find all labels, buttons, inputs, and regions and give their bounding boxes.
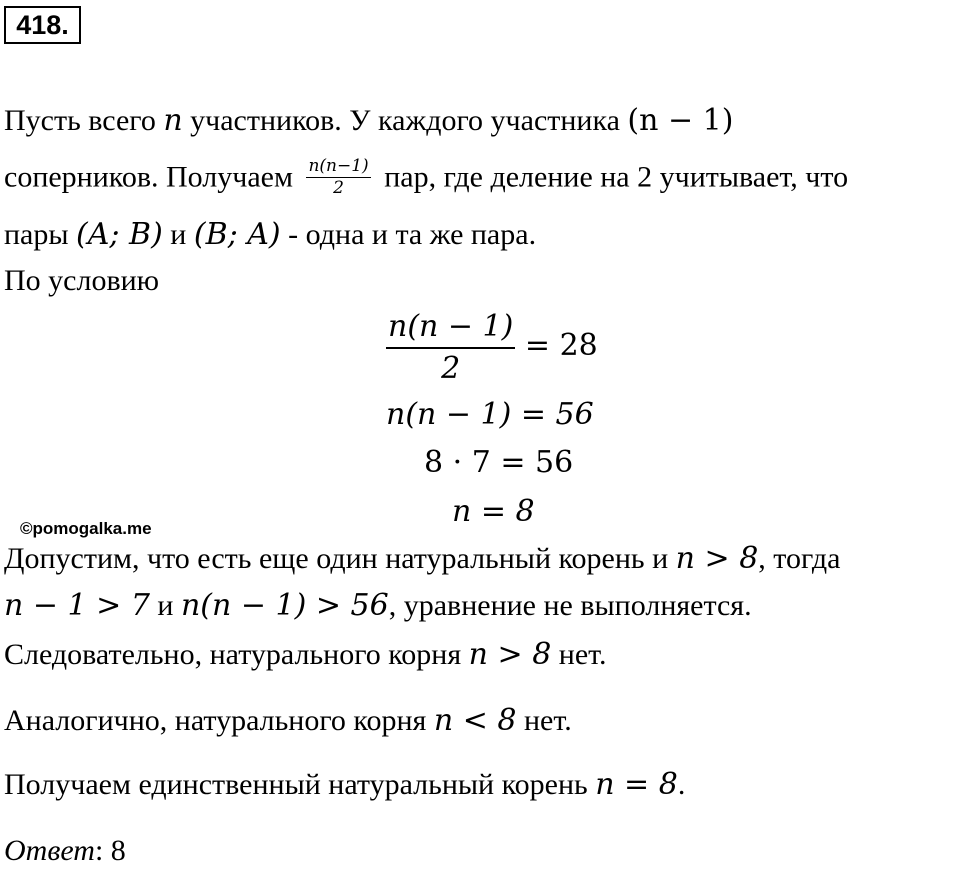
text-span: Аналогично, натурального корня [4,704,434,737]
math-n-eq-8: n = 8 [595,767,678,802]
text-span: Пусть всего [4,104,164,137]
by-condition: По условию [4,264,160,297]
text-span: и [162,218,194,251]
math-inequality-1: n − 1 > 7 [4,588,150,623]
math-n-minus-1: (n − 1) [627,103,734,138]
assume-line-2 [4,588,752,624]
text-span: . [677,768,686,801]
fraction-display [386,309,515,387]
fraction-inline [306,157,370,198]
math-pair-ba: (B; A) [193,217,281,252]
text-span: Следовательно, натурального корня [4,638,469,671]
intro-line-2 [4,156,849,200]
text-span: пар, где деление на 2 учитывает, что [376,160,849,194]
math-n-gt-8: n > 8 [468,637,552,672]
text-span: - одна и та же пара. [280,218,537,251]
math-pair-ab: (A; B) [76,217,163,252]
analogous-line [4,703,572,739]
intro-line-3 [4,217,536,253]
math-inequality-2: n(n − 1) > 56 [180,588,389,623]
conclusion-line [4,637,607,673]
equation-2: n(n − 1) = 56 [386,397,594,432]
text-span: нет. [516,704,572,737]
text-span: и [149,589,181,622]
equation-4: n = 8 [452,494,535,529]
answer-colon: : [94,834,111,867]
fraction-denominator: 2 [333,178,344,198]
text-span: Получаем единственный натуральный корень [4,768,596,801]
text-span: соперников. Получаем [4,160,301,194]
equation-1 [386,309,598,387]
text-span: нет. [551,638,607,671]
text-span: участников. У каждого участника [182,104,628,137]
assume-line-1 [4,541,840,577]
answer-value: 8 [110,834,126,867]
equation-rhs: = 28 [515,327,598,363]
text-span: Допустим, что есть еще один натуральный корень и [4,542,676,575]
problem-number: 418. [4,6,81,44]
math-n-gt-8: n > 8 [675,541,759,576]
watermark: ©pomogalka.me [20,519,152,538]
text-span: пары [4,218,77,251]
text-span: , уравнение не выполняется. [388,589,752,622]
fraction-numerator: n(n − 1) [386,309,515,349]
fraction-denominator: 2 [441,351,461,386]
fraction-numerator: n(n−1) [308,156,369,176]
math-n-lt-8: n < 8 [433,703,517,738]
intro-line-1 [4,103,733,139]
text-span: , тогда [758,542,841,575]
equation-3: 8 · 7 = 56 [424,445,574,480]
result-line [4,767,685,803]
answer-label: Ответ [4,834,95,867]
math-n: n [163,103,183,138]
